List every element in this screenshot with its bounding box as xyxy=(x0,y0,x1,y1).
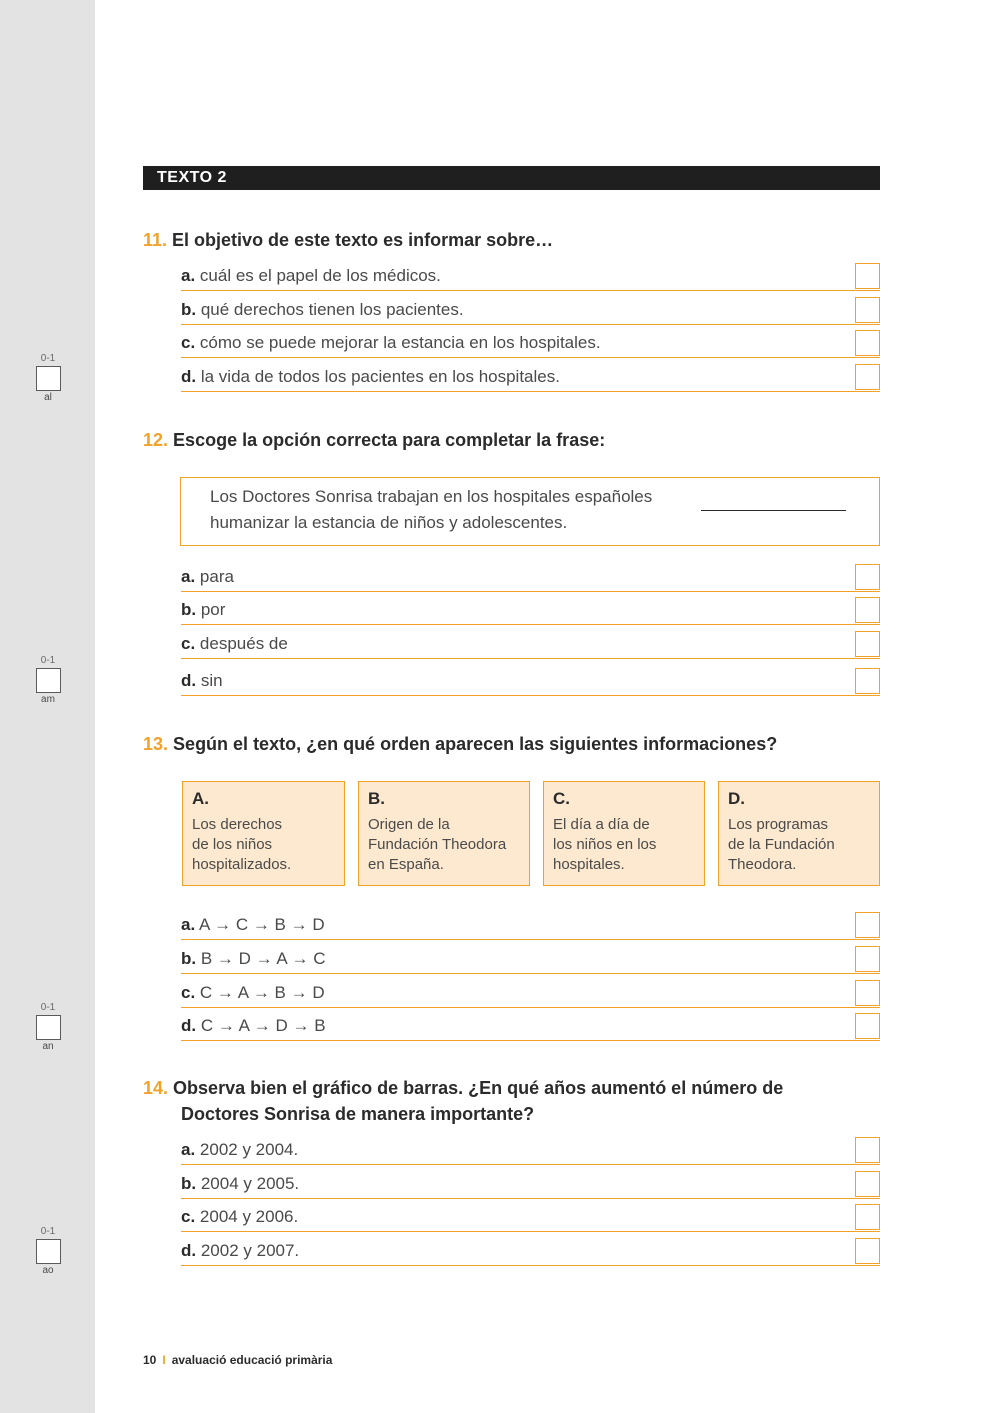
option-letter: d. xyxy=(181,1241,197,1260)
question-text: El objetivo de este texto es informar sobre… xyxy=(172,230,554,250)
answer-checkbox[interactable] xyxy=(855,364,880,390)
answer-checkbox[interactable] xyxy=(855,564,880,590)
question-number: 11. xyxy=(143,230,168,250)
left-margin-strip xyxy=(0,0,95,1413)
option-text: 2004 y 2006. xyxy=(199,1207,299,1226)
answer-checkbox[interactable] xyxy=(855,1013,880,1039)
card-line: hospitalizados. xyxy=(192,856,292,873)
info-card-a xyxy=(182,781,345,886)
option-letter: a. xyxy=(181,567,196,586)
card-line: Origen de la xyxy=(368,816,450,833)
page-number: 10 xyxy=(143,1353,157,1367)
card-line: Fundación Theodora xyxy=(368,836,507,853)
option-letter: b. xyxy=(181,300,197,319)
card-line: los niños en los xyxy=(553,836,657,853)
question-text-line-2: Doctores Sonrisa de manera importante? xyxy=(181,1104,535,1124)
card-line: hospitales. xyxy=(553,856,625,873)
score-box-q14 xyxy=(35,1226,61,1276)
question-13 xyxy=(143,731,777,757)
option-letter: a. xyxy=(181,1140,196,1159)
option-text: para xyxy=(199,567,234,586)
score-code: am xyxy=(41,694,55,705)
q11-option-b xyxy=(181,299,880,325)
card-title: D. xyxy=(728,789,745,808)
option-text: cómo se puede mejorar la estancia en los hospitales. xyxy=(199,333,601,352)
option-letter: b. xyxy=(181,949,197,968)
option-letter: c. xyxy=(181,1207,196,1226)
card-line: El día a día de xyxy=(553,816,650,833)
answer-checkbox[interactable] xyxy=(855,946,880,972)
answer-checkbox[interactable] xyxy=(855,668,880,694)
option-letter: d. xyxy=(181,1016,197,1035)
option-text: sin xyxy=(200,671,223,690)
option-text: C → A → B → D xyxy=(199,983,325,1002)
score-range: 0-1 xyxy=(40,655,56,666)
option-text: la vida de todos los pacientes en los hospitales. xyxy=(200,367,560,386)
option-letter: a. xyxy=(181,915,196,934)
section-title: TEXTO 2 xyxy=(157,169,227,186)
page-footer xyxy=(143,1353,332,1367)
option-letter: d. xyxy=(181,367,197,386)
score-code: an xyxy=(42,1041,54,1052)
answer-checkbox[interactable] xyxy=(855,330,880,356)
question-number: 13. xyxy=(143,734,169,754)
option-letter: c. xyxy=(181,333,196,352)
sentence-line-1: Los Doctores Sonrisa trabajan en los hospitales españoles xyxy=(210,487,653,506)
score-checkbox[interactable] xyxy=(36,366,61,391)
info-card-c xyxy=(543,781,705,886)
q11-option-a xyxy=(181,265,880,291)
score-checkbox[interactable] xyxy=(36,668,61,693)
option-text: 2002 y 2004. xyxy=(199,1140,299,1159)
score-code: ao xyxy=(42,1265,54,1276)
option-letter: c. xyxy=(181,634,196,653)
score-range: 0-1 xyxy=(40,353,56,364)
option-text: 2004 y 2005. xyxy=(200,1174,300,1193)
card-line: de los niños xyxy=(192,836,273,853)
question-14 xyxy=(143,1075,783,1127)
sentence-blank xyxy=(701,510,846,511)
q12-option-d xyxy=(181,670,880,696)
question-12 xyxy=(143,427,605,453)
question-11 xyxy=(143,227,553,253)
option-letter: d. xyxy=(181,671,197,690)
score-range: 0-1 xyxy=(40,1226,56,1237)
answer-checkbox[interactable] xyxy=(855,263,880,289)
option-text: A → C → B → D xyxy=(198,915,325,934)
score-checkbox[interactable] xyxy=(36,1239,61,1264)
info-card-b xyxy=(358,781,530,886)
score-box-q12 xyxy=(35,655,61,705)
q14-option-d xyxy=(181,1240,880,1266)
q14-option-b xyxy=(181,1173,880,1199)
option-letter: b. xyxy=(181,600,197,619)
score-checkbox[interactable] xyxy=(36,1015,61,1040)
card-title: C. xyxy=(553,789,570,808)
option-text: C → A → D → B xyxy=(200,1016,326,1035)
option-letter: a. xyxy=(181,266,196,285)
q14-option-a xyxy=(181,1139,880,1165)
option-text: después de xyxy=(199,634,288,653)
q11-option-d xyxy=(181,366,880,392)
q12-option-b xyxy=(181,599,880,625)
score-box-q11 xyxy=(35,353,61,403)
q13-option-b xyxy=(181,948,880,974)
question-number: 12. xyxy=(143,430,169,450)
answer-checkbox[interactable] xyxy=(855,1204,880,1230)
answer-checkbox[interactable] xyxy=(855,980,880,1006)
answer-checkbox[interactable] xyxy=(855,1137,880,1163)
score-code: al xyxy=(44,392,52,403)
sentence-line-2: humanizar la estancia de niños y adolescentes. xyxy=(210,513,568,532)
answer-checkbox[interactable] xyxy=(855,1171,880,1197)
q12-option-c xyxy=(181,633,880,659)
answer-checkbox[interactable] xyxy=(855,1238,880,1264)
question-text-line-1: Observa bien el gráfico de barras. ¿En qué años aumentó el número de xyxy=(173,1078,784,1098)
q12-option-a xyxy=(181,566,880,592)
option-text: B → D → A → C xyxy=(200,949,326,968)
option-text: qué derechos tienen los pacientes. xyxy=(200,300,464,319)
info-card-d xyxy=(718,781,880,886)
question-text: Escoge la opción correcta para completar la frase: xyxy=(173,430,606,450)
option-text: por xyxy=(200,600,226,619)
card-line: en España. xyxy=(368,856,444,873)
option-letter: c. xyxy=(181,983,196,1002)
score-range: 0-1 xyxy=(40,1002,56,1013)
option-letter: b. xyxy=(181,1174,197,1193)
card-line: de la Fundación xyxy=(728,836,835,853)
question-number: 14. xyxy=(143,1078,169,1098)
sentence-box xyxy=(180,477,880,546)
answer-checkbox[interactable] xyxy=(855,297,880,323)
card-line: Theodora. xyxy=(728,856,797,873)
section-header-bar xyxy=(143,166,880,190)
card-title: B. xyxy=(368,789,385,808)
q13-option-d xyxy=(181,1015,880,1041)
answer-checkbox[interactable] xyxy=(855,597,880,623)
question-text: Según el texto, ¿en qué orden aparecen las siguientes informaciones? xyxy=(173,734,778,754)
q13-option-c xyxy=(181,982,880,1008)
card-title: A. xyxy=(192,789,209,808)
q13-option-a xyxy=(181,914,880,940)
answer-checkbox[interactable] xyxy=(855,631,880,657)
option-text: cuál es el papel de los médicos. xyxy=(199,266,441,285)
footer-separator: I xyxy=(162,1353,166,1367)
footer-title: avaluació educació primària xyxy=(171,1353,333,1367)
card-line: Los derechos xyxy=(192,816,283,833)
card-line: Los programas xyxy=(728,816,829,833)
q11-option-c xyxy=(181,332,880,358)
option-text: 2002 y 2007. xyxy=(200,1241,300,1260)
q14-option-c xyxy=(181,1206,880,1232)
score-box-q13 xyxy=(35,1002,61,1052)
answer-checkbox[interactable] xyxy=(855,912,880,938)
